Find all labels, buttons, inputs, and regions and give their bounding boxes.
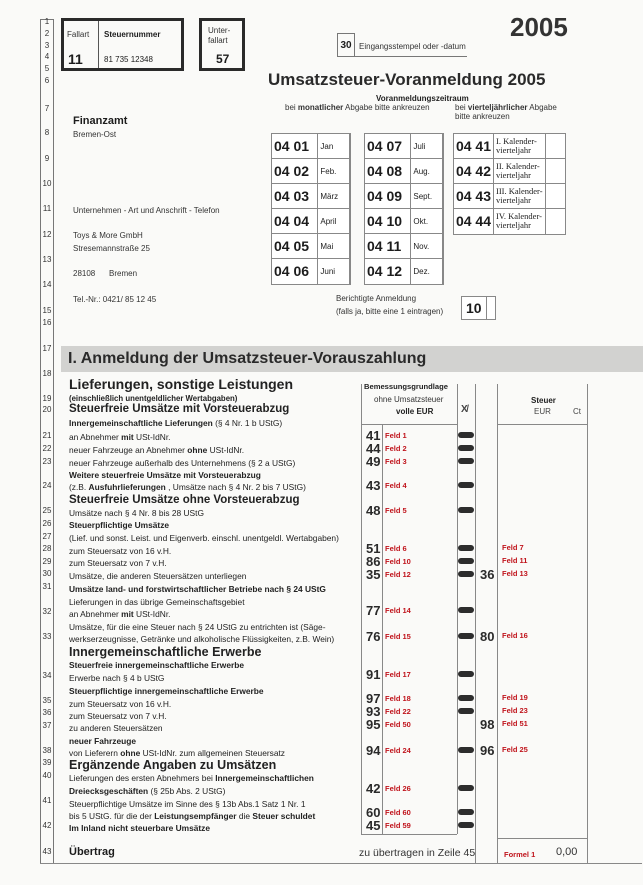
quarter-name: IV. Kalender-vierteljahr bbox=[494, 209, 546, 234]
line-42: Im Inland nicht steuerbare Umsätze bbox=[69, 823, 211, 833]
form-year: 2005 bbox=[510, 12, 568, 42]
tax-field[interactable]: Feld 19 bbox=[502, 693, 528, 702]
formula-label: Formel 1 bbox=[504, 850, 536, 859]
steuernummer-label: Steuernummer bbox=[104, 30, 161, 39]
company-street: Stresemannstraße 25 bbox=[73, 244, 150, 253]
heading-ergaenzend: Ergänzende Angaben zu Umsätzen bbox=[69, 758, 277, 772]
bold-text: ohne bbox=[187, 445, 208, 455]
line-number: 21 bbox=[42, 431, 52, 440]
line-40b bbox=[69, 786, 225, 796]
line-number: 17 bbox=[42, 344, 52, 353]
month-code: 04 10 bbox=[365, 209, 411, 233]
line-number: 36 bbox=[42, 708, 52, 717]
month-code: 04 09 bbox=[365, 184, 411, 208]
months-grid-2 bbox=[364, 133, 444, 285]
unternehmen-label: Unternehmen - Art und Anschrift - Telefon bbox=[73, 206, 220, 215]
quarter-name: I. Kalender-vierteljahr bbox=[494, 134, 546, 158]
bold-text: Ausfuhrlieferungen bbox=[88, 482, 166, 492]
monthly-bold: monatlicher bbox=[297, 103, 344, 112]
mark-pill-icon bbox=[458, 545, 474, 551]
quarterly-bold: vierteljährlicher bbox=[467, 103, 528, 112]
form-bottom-rule bbox=[40, 863, 642, 864]
tax-field[interactable]: Feld 13 bbox=[502, 569, 528, 578]
col-line bbox=[475, 384, 476, 864]
bold-text: mit bbox=[121, 609, 134, 619]
line-22 bbox=[69, 445, 244, 455]
zeitraum-label: Voranmeldungszeitraum bbox=[376, 94, 469, 103]
line-37: zu anderen Steuersätzen bbox=[69, 723, 163, 733]
row-line bbox=[361, 424, 457, 425]
month-code: 04 03 bbox=[272, 184, 318, 208]
line-40 bbox=[69, 773, 314, 783]
box-divider bbox=[486, 297, 487, 319]
kennzahl: 35 bbox=[366, 567, 381, 582]
amount-field[interactable]: Feld 2 bbox=[385, 444, 407, 453]
amount-field[interactable]: Feld 3 bbox=[385, 457, 407, 466]
month-name: Juni bbox=[318, 259, 350, 284]
monthly-suffix: Abgabe bitte ankreuzen bbox=[345, 103, 430, 112]
text: USt-IdNr. bbox=[136, 432, 171, 442]
tax-field[interactable]: Feld 51 bbox=[502, 719, 528, 728]
eingang-code: 30 bbox=[337, 33, 355, 57]
bold-text: mit bbox=[121, 432, 134, 442]
steuernummer-value: 81 735 12348 bbox=[104, 55, 153, 64]
month-name: Sept. bbox=[411, 184, 443, 208]
quarterly-instruction-2: bitte ankreuzen bbox=[455, 112, 510, 121]
quarter-option[interactable] bbox=[454, 159, 565, 184]
company-phone: Tel.-Nr.: 0421/ 85 12 45 bbox=[73, 295, 157, 304]
line-number: 3 bbox=[44, 41, 50, 50]
row-line bbox=[361, 834, 457, 835]
kennzahl: 49 bbox=[366, 454, 381, 469]
col-bemessung-2: ohne Umsatzsteuer bbox=[374, 395, 444, 404]
kennzahl: 44 bbox=[366, 441, 381, 456]
amount-field[interactable]: Feld 15 bbox=[385, 632, 411, 641]
mark-pill-icon bbox=[458, 507, 474, 513]
line-30: Umsätze, die anderen Steuersätzen unterliegen bbox=[69, 571, 247, 581]
line-38 bbox=[69, 748, 285, 758]
line-number: 32 bbox=[42, 607, 52, 616]
berichtigt-hint: (falls ja, bitte eine 1 eintragen) bbox=[336, 307, 444, 316]
line-number: 25 bbox=[42, 506, 52, 515]
tax-field[interactable]: Feld 23 bbox=[502, 706, 528, 715]
line-31b: Lieferungen in das übrige Gemeinschaftsgebiet bbox=[69, 597, 245, 607]
mark-pill-icon bbox=[458, 785, 474, 791]
amount-field[interactable]: Feld 50 bbox=[385, 720, 411, 729]
mark-pill-icon bbox=[458, 445, 474, 451]
month-name: April bbox=[318, 209, 350, 233]
quarter-code: 04 43 bbox=[454, 184, 494, 208]
mark-pill-icon bbox=[458, 747, 474, 753]
mark-pill-icon bbox=[458, 671, 474, 677]
line-25: Umsätze nach § 4 Nr. 8 bis 28 UStG bbox=[69, 508, 204, 518]
berichtigt-label: Berichtigte Anmeldung bbox=[336, 294, 417, 303]
line-number: 31 bbox=[42, 582, 52, 591]
line-number: 4 bbox=[44, 52, 50, 61]
month-code: 04 06 bbox=[272, 259, 318, 284]
month-code: 04 05 bbox=[272, 234, 318, 258]
line-41b bbox=[69, 811, 315, 821]
bold-text: Innergemeinschaftlichen bbox=[215, 773, 314, 783]
col-line bbox=[587, 384, 588, 864]
amount-field[interactable]: Feld 22 bbox=[385, 707, 411, 716]
kennzahl: 93 bbox=[366, 704, 381, 719]
month-code: 04 12 bbox=[365, 259, 411, 284]
eingangsstempel-field[interactable] bbox=[337, 33, 467, 57]
month-code: 04 08 bbox=[365, 159, 411, 183]
text: USt-IdNr. bbox=[136, 609, 171, 619]
company-zip: 28108 bbox=[73, 269, 96, 278]
cross-icon: X̸ bbox=[461, 404, 468, 415]
amount-field[interactable]: Feld 12 bbox=[385, 570, 411, 579]
tax-field[interactable]: Feld 25 bbox=[502, 745, 528, 754]
kennzahl: 98 bbox=[480, 717, 495, 732]
line-21 bbox=[69, 432, 170, 442]
month-option[interactable] bbox=[272, 159, 350, 184]
text: von Lieferern bbox=[69, 748, 118, 758]
text: die bbox=[238, 811, 251, 821]
kennzahl: 76 bbox=[366, 629, 381, 644]
steuernummer-box[interactable] bbox=[61, 18, 184, 71]
kennzahl: 95 bbox=[366, 717, 381, 732]
line-number: 40 bbox=[42, 771, 52, 780]
mark-pill-icon bbox=[458, 607, 474, 613]
line-number: 6 bbox=[44, 76, 50, 85]
month-option[interactable] bbox=[272, 184, 350, 209]
uebertrag-label: Übertrag bbox=[69, 846, 115, 858]
quarter-name: III. Kalender-vierteljahr bbox=[494, 184, 546, 208]
line-26: Steuerpflichtige Umsätze bbox=[69, 520, 170, 530]
line-number: 43 bbox=[42, 847, 52, 856]
line-number: 41 bbox=[42, 796, 52, 805]
line-number: 13 bbox=[42, 255, 52, 264]
line-number: 12 bbox=[42, 230, 52, 239]
line-ig-stfrei: Steuerfreie innergemeinschaftliche Erwerbe bbox=[69, 660, 245, 670]
quarter-option[interactable] bbox=[454, 184, 565, 209]
kennzahl: 60 bbox=[366, 805, 381, 820]
line-number: 37 bbox=[42, 721, 52, 730]
month-name: Mai bbox=[318, 234, 350, 258]
kennzahl: 77 bbox=[366, 603, 381, 618]
line-41: Steuerpflichtige Umsätze im Sinne des § 13b Abs.1 Satz 1 Nr. 1 bbox=[69, 799, 306, 809]
line-ig-stpfl: Steuerpflichtige innergemeinschaftliche Erwerbe bbox=[69, 686, 264, 696]
col-line bbox=[382, 424, 383, 834]
bold-text: Dreiecksgeschäften bbox=[69, 786, 149, 796]
finanzamt-name: Bremen-Ost bbox=[73, 130, 117, 139]
month-code: 04 07 bbox=[365, 134, 411, 158]
month-name: Feb. bbox=[318, 159, 350, 183]
col-steuer: Steuer bbox=[531, 396, 556, 405]
month-name: Aug. bbox=[411, 159, 443, 183]
text: an Abnehmer bbox=[69, 432, 119, 442]
line-number: 8 bbox=[44, 128, 50, 137]
unterfallart-box[interactable] bbox=[199, 18, 245, 71]
amount-field[interactable]: Feld 26 bbox=[385, 784, 411, 793]
text: USt-IdNr. zum allgemeinen Steuersatz bbox=[142, 748, 285, 758]
amount-field[interactable]: Feld 1 bbox=[385, 431, 407, 440]
eingang-label: Eingangsstempel oder -datum bbox=[359, 42, 466, 51]
quarter-checkbox[interactable] bbox=[546, 159, 565, 183]
line-number: 27 bbox=[42, 532, 52, 541]
mark-pill-icon bbox=[458, 822, 474, 828]
quarter-code: 04 44 bbox=[454, 209, 494, 234]
line-number: 24 bbox=[42, 481, 52, 490]
month-option[interactable] bbox=[272, 209, 350, 234]
mark-pill-icon bbox=[458, 558, 474, 564]
quarter-option[interactable] bbox=[454, 134, 565, 159]
month-name: Okt. bbox=[411, 209, 443, 233]
line-number: 39 bbox=[42, 758, 52, 767]
text: neuer Fahrzeuge an Abnehmer bbox=[69, 445, 185, 455]
line-35: zum Steuersatz von 16 v.H. bbox=[69, 699, 172, 709]
line-number: 38 bbox=[42, 746, 52, 755]
text: an Abnehmer bbox=[69, 609, 119, 619]
line-number: 23 bbox=[42, 457, 52, 466]
line-number: 29 bbox=[42, 557, 52, 566]
mark-pill-icon bbox=[458, 458, 474, 464]
kennzahl: 36 bbox=[480, 567, 495, 582]
kennzahl: 48 bbox=[366, 503, 381, 518]
box-divider bbox=[98, 21, 99, 68]
line-number: 5 bbox=[44, 64, 50, 73]
text: (z.B. bbox=[69, 482, 87, 492]
fallart-label: Fallart bbox=[67, 30, 90, 39]
quarter-code: 04 42 bbox=[454, 159, 494, 183]
text: (§ 25b Abs. 2 UStG) bbox=[150, 786, 226, 796]
bold-text: ohne bbox=[120, 748, 141, 758]
quarter-option[interactable] bbox=[454, 209, 565, 234]
mark-pill-icon bbox=[458, 633, 474, 639]
kennzahl: 42 bbox=[366, 781, 381, 796]
line-number: 11 bbox=[42, 204, 52, 213]
line-23: neuer Fahrzeuge außerhalb des Unternehmens (§ 2 a UStG) bbox=[69, 458, 296, 468]
tax-field[interactable]: Feld 11 bbox=[502, 556, 528, 565]
month-option[interactable] bbox=[365, 134, 443, 159]
line-number: 2 bbox=[44, 29, 50, 38]
row-line bbox=[497, 424, 587, 425]
month-code: 04 01 bbox=[272, 134, 318, 158]
tax-field[interactable]: Feld 7 bbox=[502, 543, 524, 552]
amount-field[interactable]: Feld 17 bbox=[385, 670, 411, 679]
company-city: Bremen bbox=[109, 269, 138, 278]
month-option[interactable] bbox=[272, 134, 350, 159]
kennzahl: 96 bbox=[480, 743, 495, 758]
kennzahl: 43 bbox=[366, 478, 381, 493]
text: (§ 4 Nr. 1 b UStG) bbox=[215, 418, 283, 428]
quarters-grid bbox=[453, 133, 566, 235]
month-name: Jan bbox=[318, 134, 350, 158]
line-number: 19 bbox=[42, 394, 52, 403]
tax-field[interactable]: Feld 16 bbox=[502, 631, 528, 640]
line-29: zum Steuersatz von 7 v.H. bbox=[69, 558, 167, 568]
line-number: 34 bbox=[42, 671, 52, 680]
line-number: 28 bbox=[42, 544, 52, 553]
fallart-value: 11 bbox=[68, 51, 83, 67]
mark-pill-icon bbox=[458, 809, 474, 815]
quarter-name: II. Kalender-vierteljahr bbox=[494, 159, 546, 183]
month-name: Juli bbox=[411, 134, 443, 158]
total-value[interactable]: 0,00 bbox=[556, 846, 578, 858]
text: bis 5 UStG. für die der bbox=[69, 811, 152, 821]
month-option[interactable] bbox=[365, 234, 443, 259]
line-number: 9 bbox=[44, 154, 50, 163]
amount-field[interactable]: Feld 6 bbox=[385, 544, 407, 553]
amount-field[interactable]: Feld 4 bbox=[385, 481, 407, 490]
month-code: 04 11 bbox=[365, 234, 411, 258]
text: USt-IdNr. bbox=[209, 445, 245, 455]
quarterly-instruction bbox=[455, 103, 557, 112]
monthly-prefix: bei bbox=[285, 103, 296, 112]
mark-pill-icon bbox=[458, 695, 474, 701]
line-number: 7 bbox=[44, 104, 50, 113]
line-number: 33 bbox=[42, 632, 52, 641]
month-name: Dez. bbox=[411, 259, 443, 284]
heading-stfrei-ohne: Steuerfreie Umsätze ohne Vorsteuerabzug bbox=[69, 494, 300, 506]
line-number: 1 bbox=[44, 17, 50, 26]
kennzahl: 94 bbox=[366, 743, 381, 758]
line-number-ledger bbox=[40, 19, 54, 864]
unterfallart-value: 57 bbox=[216, 52, 230, 66]
text: Lieferungen des ersten Abnehmers bei bbox=[69, 773, 213, 783]
month-name: Nov. bbox=[411, 234, 443, 258]
kennzahl: 80 bbox=[480, 629, 495, 644]
line-31: Umsätze land- und forstwirtschaftlicher Betriebe nach § 24 UStG bbox=[69, 584, 326, 594]
mark-pill-icon bbox=[458, 571, 474, 577]
amount-field[interactable]: Feld 60 bbox=[385, 808, 411, 817]
kennzahl: 97 bbox=[366, 691, 381, 706]
line-36: zum Steuersatz von 7 v.H. bbox=[69, 711, 167, 721]
line-33a: Umsätze, für die eine Steuer nach § 24 UStG zu entrichten ist (Säge- bbox=[69, 622, 326, 632]
quarterly-prefix: bei bbox=[455, 103, 466, 112]
line-24 bbox=[69, 482, 306, 492]
amount-field[interactable]: Feld 5 bbox=[385, 506, 407, 515]
col-line bbox=[497, 384, 498, 864]
line-27: (Lief. und sonst. Leist. und Eigenverb. einschl. unentgeldl. Wertabgaben) bbox=[69, 533, 339, 543]
section-title: I. Anmeldung der Umsatzsteuer-Vorauszahlung bbox=[68, 350, 427, 367]
quarter-checkbox[interactable] bbox=[546, 209, 565, 234]
bold-text: Leistungsempfänger bbox=[154, 811, 237, 821]
line-number: 42 bbox=[42, 821, 52, 830]
line-weitere: Weitere steuerfreie Umsätze mit Vorsteuerabzug bbox=[69, 470, 261, 480]
line-number: 35 bbox=[42, 696, 52, 705]
col-line bbox=[361, 384, 362, 834]
berichtigt-code: 10 bbox=[466, 300, 482, 316]
heading-lieferungen: Lieferungen, sonstige Leistungen bbox=[69, 376, 294, 392]
form-title: Umsatzsteuer-Voranmeldung 2005 bbox=[268, 70, 546, 89]
bold-text: Innergemeinschaftliche Lieferungen bbox=[69, 418, 213, 428]
heading-ig-erwerbe: Innergemeinschaftliche Erwerbe bbox=[69, 645, 262, 659]
col-bemessung-3: volle EUR bbox=[396, 407, 434, 416]
month-option[interactable] bbox=[272, 259, 350, 284]
line-34: Erwerbe nach § 4 b UStG bbox=[69, 673, 165, 683]
line-number: 14 bbox=[42, 280, 52, 289]
line-28: zum Steuersatz von 16 v.H. bbox=[69, 546, 172, 556]
company-name: Toys & More GmbH bbox=[73, 231, 143, 240]
amount-field[interactable]: Feld 59 bbox=[385, 821, 411, 830]
line-number: 18 bbox=[42, 369, 52, 378]
line-number: 15 bbox=[42, 306, 52, 315]
amount-field[interactable]: Feld 14 bbox=[385, 606, 411, 615]
line-number: 20 bbox=[42, 405, 52, 414]
amount-field[interactable]: Feld 24 bbox=[385, 746, 411, 755]
month-code: 04 02 bbox=[272, 159, 318, 183]
bold-text: Steuer schuldet bbox=[252, 811, 316, 821]
col-bemessung-1: Bemessungsgrundlage bbox=[364, 382, 448, 391]
amount-field[interactable]: Feld 18 bbox=[385, 694, 411, 703]
finanzamt-label: Finanzamt bbox=[73, 115, 128, 127]
col-steuer-eur: EUR bbox=[534, 407, 551, 416]
amount-field[interactable]: Feld 10 bbox=[385, 557, 411, 566]
mark-pill-icon bbox=[458, 482, 474, 488]
quarterly-suffix: Abgabe bbox=[529, 103, 557, 112]
heading-stfrei-mit: Steuerfreie Umsätze mit Vorsteuerabzug bbox=[69, 403, 290, 415]
month-option[interactable] bbox=[365, 159, 443, 184]
berichtigt-field[interactable] bbox=[461, 296, 496, 320]
line-33b: werkserzeugnisse, Getränke und alkoholische Flüssigkeiten, z.B. Wein) bbox=[69, 634, 335, 644]
text: , Umsätze nach § 4 Nr. 2 bis 7 UStG) bbox=[168, 482, 306, 492]
line-32 bbox=[69, 609, 170, 619]
col-steuer-ct: Ct bbox=[573, 407, 581, 416]
quarter-code: 04 41 bbox=[454, 134, 494, 158]
month-option[interactable] bbox=[365, 259, 443, 284]
mark-pill-icon bbox=[458, 708, 474, 714]
line-neue-fz: neuer Fahrzeuge bbox=[69, 736, 137, 746]
quarter-checkbox[interactable] bbox=[546, 184, 565, 208]
line-number: 16 bbox=[42, 318, 52, 327]
month-option[interactable] bbox=[272, 234, 350, 259]
month-option[interactable] bbox=[365, 184, 443, 209]
row-line bbox=[497, 838, 587, 839]
kennzahl: 51 bbox=[366, 541, 381, 556]
kennzahl: 91 bbox=[366, 667, 381, 682]
mark-pill-icon bbox=[458, 432, 474, 438]
line-number: 22 bbox=[42, 444, 52, 453]
section-header bbox=[61, 346, 643, 372]
month-code: 04 04 bbox=[272, 209, 318, 233]
line-number: 30 bbox=[42, 569, 52, 578]
line-number: 10 bbox=[42, 179, 52, 188]
unterfallart-label-1: Unter- bbox=[208, 26, 231, 35]
kennzahl: 41 bbox=[366, 428, 381, 443]
line-number: 26 bbox=[42, 519, 52, 528]
kennzahl: 45 bbox=[366, 818, 381, 833]
unterfallart-label-2: fallart bbox=[208, 36, 228, 45]
kennzahl: 86 bbox=[366, 554, 381, 569]
monthly-instruction bbox=[285, 103, 430, 112]
month-name: März bbox=[318, 184, 350, 208]
line-ig-lieferungen bbox=[69, 418, 282, 428]
quarter-checkbox[interactable] bbox=[546, 134, 565, 158]
zu-uebertragen-label: zu übertragen in Zeile 45 bbox=[359, 847, 476, 859]
month-option[interactable] bbox=[365, 209, 443, 234]
months-grid-1 bbox=[271, 133, 351, 285]
lief-sub: (einschließlich unentgeldlicher Wertabgaben) bbox=[69, 394, 238, 403]
